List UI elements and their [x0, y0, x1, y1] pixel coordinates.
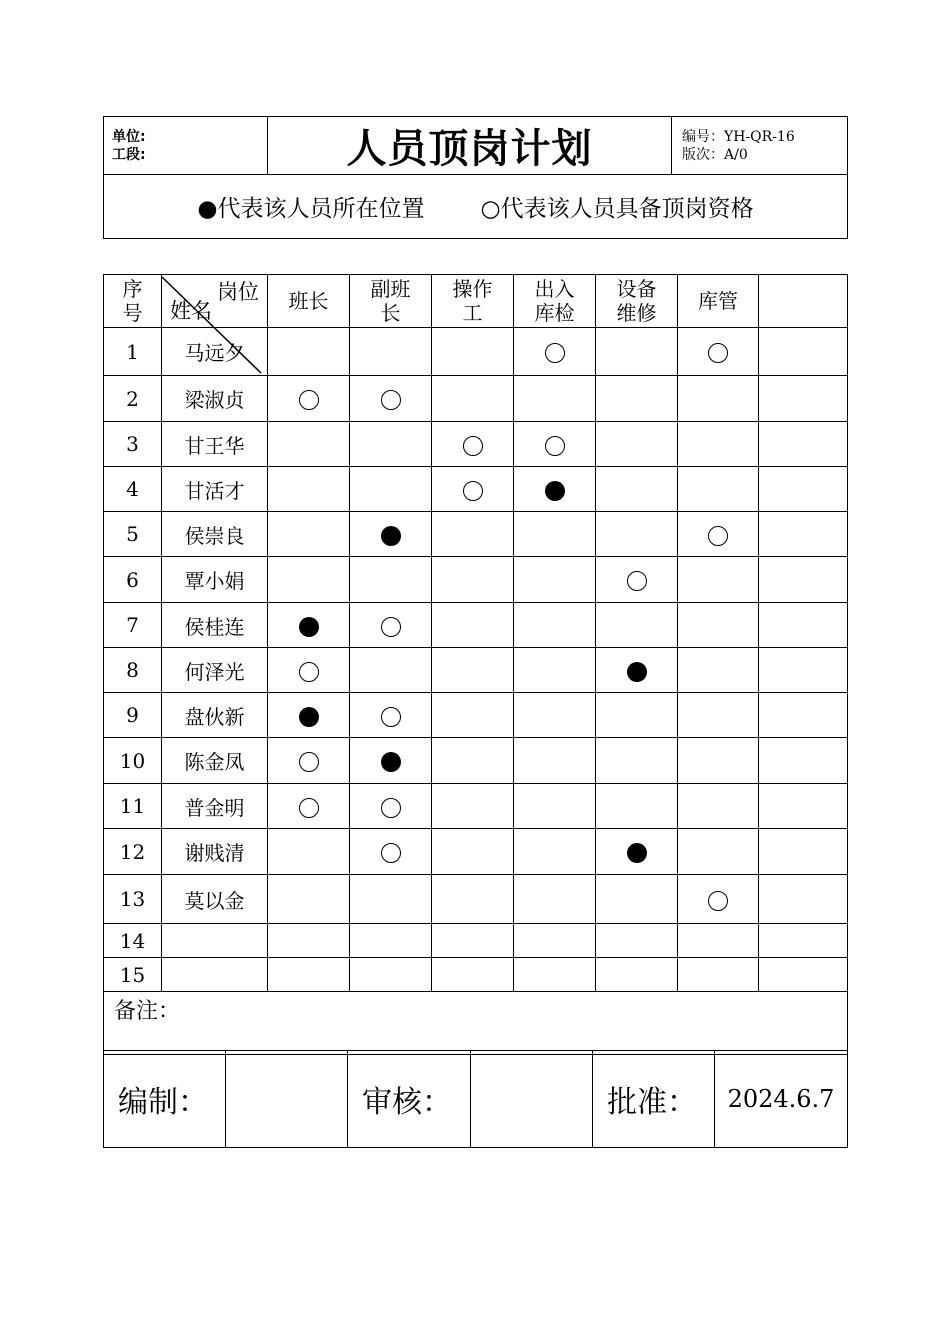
mark-cell — [759, 512, 848, 557]
mark-cell — [350, 738, 432, 784]
mark-cell — [514, 784, 596, 829]
mark-cell — [678, 924, 759, 958]
signoff-table — [103, 1050, 848, 1148]
row-number: 9 — [104, 693, 162, 738]
empty-circle-icon — [299, 752, 319, 772]
table-row — [104, 648, 848, 693]
unit-label: 单位: — [112, 128, 146, 145]
mark-cell — [432, 829, 514, 875]
mark-cell — [268, 924, 350, 958]
mark-cell — [350, 512, 432, 557]
mark-cell — [432, 328, 514, 376]
mark-cell — [678, 603, 759, 648]
mark-cell — [759, 829, 848, 875]
mark-cell — [350, 467, 432, 512]
page-title: 人员顶岗计划 — [268, 117, 672, 175]
mark-cell — [350, 958, 432, 992]
mark-cell — [759, 693, 848, 738]
mark-cell — [432, 467, 514, 512]
table-row — [104, 958, 848, 992]
staff-name: 甘活才 — [162, 467, 268, 512]
pos-header-1-line-2: 长 — [380, 301, 401, 325]
table-header-row — [104, 275, 848, 328]
mark-cell — [596, 924, 678, 958]
row-number: 3 — [104, 422, 162, 467]
approved-label: 批准： — [593, 1051, 715, 1148]
mark-cell — [432, 924, 514, 958]
mark-cell — [432, 738, 514, 784]
row-number: 7 — [104, 603, 162, 648]
table-row — [104, 875, 848, 924]
mark-cell — [350, 784, 432, 829]
staff-name — [162, 924, 268, 958]
mark-cell — [759, 738, 848, 784]
staff-name: 普金明 — [162, 784, 268, 829]
mark-cell — [268, 603, 350, 648]
pos-header-1-line-1: 副班 — [370, 277, 411, 301]
pos-header-4-line-2: 维修 — [616, 301, 657, 325]
mark-cell — [514, 557, 596, 603]
pos-header-3 — [514, 275, 596, 328]
pos-header-0-line-1: 班长 — [288, 289, 329, 313]
row-number: 11 — [104, 784, 162, 829]
mark-cell — [432, 376, 514, 422]
mark-cell — [678, 422, 759, 467]
pos-header-4-line-1: 设备 — [616, 277, 657, 301]
mark-cell — [268, 422, 350, 467]
mark-cell — [678, 467, 759, 512]
mark-cell — [432, 648, 514, 693]
empty-circle-icon — [463, 436, 483, 456]
name-header-label: 姓名 — [170, 299, 212, 323]
mark-cell — [759, 648, 848, 693]
staff-name: 覃小娟 — [162, 557, 268, 603]
mark-cell — [678, 738, 759, 784]
table-row — [104, 467, 848, 512]
mark-cell — [759, 875, 848, 924]
mark-cell — [350, 829, 432, 875]
mark-cell — [268, 648, 350, 693]
mark-cell — [596, 829, 678, 875]
mark-cell — [350, 648, 432, 693]
mark-cell — [268, 328, 350, 376]
mark-cell — [268, 829, 350, 875]
empty-circle-icon — [381, 390, 401, 410]
empty-circle-icon — [463, 481, 483, 501]
seq-header — [104, 275, 162, 328]
mark-cell — [350, 693, 432, 738]
mark-cell — [268, 512, 350, 557]
pos-header-3-line-1: 出入 — [534, 277, 575, 301]
mark-cell — [596, 875, 678, 924]
empty-circle-icon — [381, 843, 401, 863]
mark-cell — [514, 875, 596, 924]
mark-cell — [268, 693, 350, 738]
row-number: 13 — [104, 875, 162, 924]
empty-circle-icon — [381, 707, 401, 727]
filled-circle-icon — [627, 662, 647, 682]
staff-name: 谢贱清 — [162, 829, 268, 875]
mark-cell — [514, 422, 596, 467]
mark-cell — [268, 376, 350, 422]
mark-cell — [350, 422, 432, 467]
mark-cell — [759, 328, 848, 376]
staff-name: 盘伙新 — [162, 693, 268, 738]
mark-cell — [759, 924, 848, 958]
mark-cell — [596, 376, 678, 422]
mark-cell — [268, 467, 350, 512]
table-row — [104, 738, 848, 784]
mark-cell — [678, 328, 759, 376]
mark-cell — [268, 738, 350, 784]
row-number: 15 — [104, 958, 162, 992]
mark-cell — [759, 467, 848, 512]
mark-cell — [514, 467, 596, 512]
mark-cell — [759, 557, 848, 603]
mark-cell — [268, 557, 350, 603]
table-row — [104, 557, 848, 603]
reviewed-label: 审核： — [348, 1051, 471, 1148]
mark-cell — [350, 328, 432, 376]
staff-name: 侯崇良 — [162, 512, 268, 557]
empty-circle-icon — [381, 617, 401, 637]
section-label: 工段: — [112, 146, 146, 163]
table-row — [104, 693, 848, 738]
row-number: 12 — [104, 829, 162, 875]
mark-cell — [759, 603, 848, 648]
empty-circle-icon — [627, 571, 647, 591]
prepared-label: 编制： — [104, 1051, 226, 1148]
mark-cell — [432, 693, 514, 738]
doc-version: 版次：A/0 — [682, 146, 748, 163]
pos-header-2-line-2: 工 — [462, 301, 483, 325]
row-number: 10 — [104, 738, 162, 784]
table-row — [104, 422, 848, 467]
mark-cell — [432, 875, 514, 924]
approval-date: 2024.6.7 — [715, 1051, 848, 1148]
mark-cell — [596, 422, 678, 467]
pos-header-2 — [432, 275, 514, 328]
table-row — [104, 376, 848, 422]
position-name-header — [162, 275, 268, 328]
mark-cell — [432, 603, 514, 648]
mark-cell — [432, 422, 514, 467]
mark-cell — [678, 557, 759, 603]
row-number: 6 — [104, 557, 162, 603]
mark-cell — [268, 784, 350, 829]
empty-circle-icon — [708, 526, 728, 546]
staff-name — [162, 958, 268, 992]
mark-cell — [514, 924, 596, 958]
mark-cell — [759, 422, 848, 467]
table-row — [104, 603, 848, 648]
mark-cell — [759, 958, 848, 992]
filled-circle-icon — [545, 481, 565, 501]
mark-cell — [514, 376, 596, 422]
mark-cell — [514, 738, 596, 784]
staff-name: 侯桂连 — [162, 603, 268, 648]
remark-label: 备注： — [104, 992, 848, 1055]
empty-circle-icon — [299, 662, 319, 682]
filled-circle-icon — [299, 617, 319, 637]
mark-cell — [514, 648, 596, 693]
legend-empty: ○代表该人员具备顶岗资格 — [480, 196, 754, 222]
staff-table — [103, 274, 848, 1055]
mark-cell — [514, 328, 596, 376]
mark-cell — [678, 829, 759, 875]
mark-cell — [678, 875, 759, 924]
staff-name: 梁淑贞 — [162, 376, 268, 422]
pos-header-2-line-1: 操作 — [452, 277, 493, 301]
mark-cell — [350, 924, 432, 958]
staff-name: 莫以金 — [162, 875, 268, 924]
mark-cell — [596, 603, 678, 648]
seq-header-line-1: 序 — [122, 277, 143, 301]
row-number: 2 — [104, 376, 162, 422]
mark-cell — [596, 738, 678, 784]
doc-code-cell — [672, 117, 848, 175]
empty-circle-icon — [545, 343, 565, 363]
mark-cell — [596, 467, 678, 512]
mark-cell — [678, 512, 759, 557]
pos-header-3-line-2: 库检 — [534, 301, 575, 325]
mark-cell — [432, 958, 514, 992]
mark-cell — [350, 875, 432, 924]
mark-cell — [596, 512, 678, 557]
row-number: 4 — [104, 467, 162, 512]
staff-name: 马远夕 — [162, 328, 268, 376]
row-number: 8 — [104, 648, 162, 693]
position-header-label: 岗位 — [217, 280, 259, 304]
pos-header-0 — [268, 275, 350, 328]
staff-name: 何泽光 — [162, 648, 268, 693]
doc-code: 编号：YH-QR-16 — [682, 128, 795, 145]
unit-section-cell — [104, 117, 268, 175]
pos-header-5-line-1: 库管 — [698, 289, 738, 313]
pos-header-4 — [596, 275, 678, 328]
mark-cell — [596, 557, 678, 603]
remark-row — [104, 992, 848, 1055]
empty-circle-icon — [708, 343, 728, 363]
mark-cell — [678, 958, 759, 992]
empty-circle-icon — [299, 798, 319, 818]
mark-cell — [514, 693, 596, 738]
mark-cell — [596, 693, 678, 738]
mark-cell — [350, 557, 432, 603]
table-row — [104, 784, 848, 829]
filled-circle-icon — [627, 843, 647, 863]
mark-cell — [514, 512, 596, 557]
filled-circle-icon — [299, 707, 319, 727]
mark-cell — [514, 958, 596, 992]
staff-name: 甘王华 — [162, 422, 268, 467]
prepared-value — [226, 1051, 348, 1148]
staff-name: 陈金凤 — [162, 738, 268, 784]
mark-cell — [514, 829, 596, 875]
reviewed-value — [471, 1051, 593, 1148]
mark-cell — [432, 784, 514, 829]
mark-cell — [678, 376, 759, 422]
mark-cell — [596, 958, 678, 992]
empty-circle-icon — [545, 436, 565, 456]
table-row — [104, 829, 848, 875]
mark-cell — [759, 376, 848, 422]
table-row — [104, 924, 848, 958]
seq-header-line-2: 号 — [122, 301, 143, 325]
mark-cell — [678, 693, 759, 738]
pos-header-1 — [350, 275, 432, 328]
mark-cell — [350, 603, 432, 648]
mark-cell — [596, 784, 678, 829]
row-number: 5 — [104, 512, 162, 557]
pos-header-5 — [678, 275, 759, 328]
filled-circle-icon — [381, 526, 401, 546]
header-table — [103, 116, 848, 239]
legend-filled: ●代表该人员所在位置 — [197, 196, 425, 222]
table-row — [104, 512, 848, 557]
mark-cell — [596, 328, 678, 376]
empty-circle-icon — [299, 390, 319, 410]
mark-cell — [268, 875, 350, 924]
mark-cell — [432, 512, 514, 557]
row-number: 14 — [104, 924, 162, 958]
row-number: 1 — [104, 328, 162, 376]
mark-cell — [350, 376, 432, 422]
mark-cell — [678, 784, 759, 829]
empty-circle-icon — [708, 891, 728, 911]
filled-circle-icon — [381, 752, 401, 772]
mark-cell — [759, 784, 848, 829]
mark-cell — [596, 648, 678, 693]
mark-cell — [432, 557, 514, 603]
pos-header-6 — [759, 275, 848, 328]
table-body — [104, 328, 848, 992]
mark-cell — [678, 648, 759, 693]
mark-cell — [514, 603, 596, 648]
legend-row — [104, 175, 848, 239]
empty-circle-icon — [381, 798, 401, 818]
mark-cell — [268, 958, 350, 992]
